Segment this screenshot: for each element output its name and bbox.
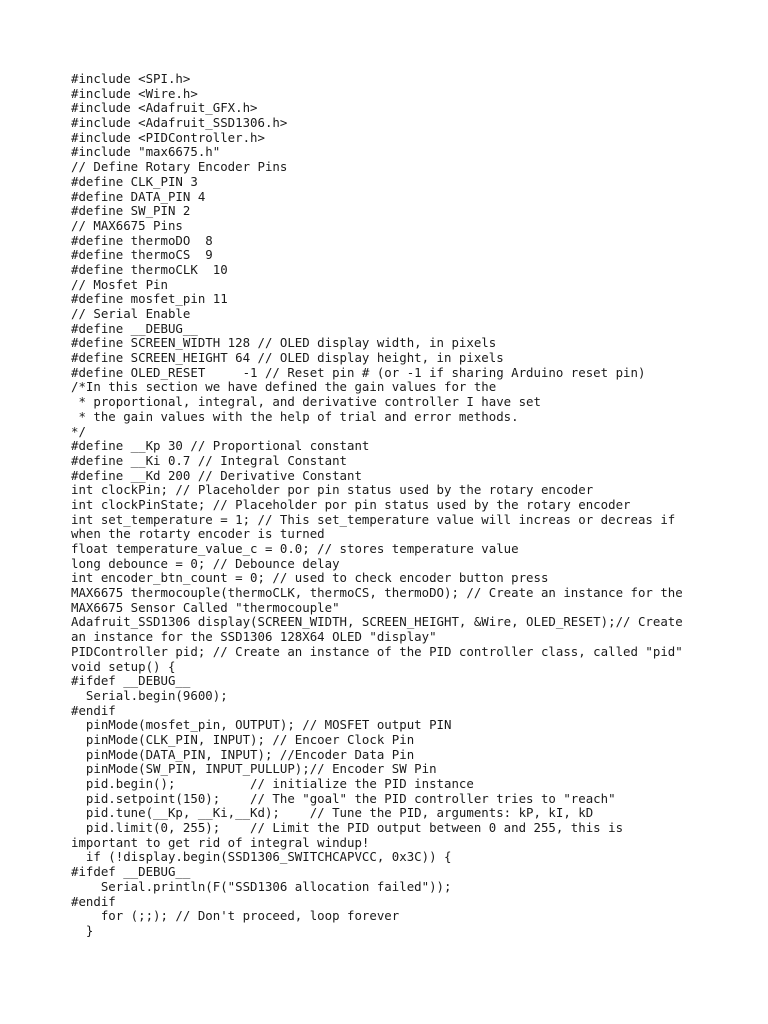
code-line: pid.setpoint(150); // The "goal" the PID controller tries to "reach" — [71, 790, 616, 806]
code-line: pinMode(mosfet_pin, OUTPUT); // MOSFET output PIN — [71, 717, 452, 733]
code-line: #define mosfet_pin 11 — [71, 291, 228, 307]
code-line: #endif — [71, 702, 116, 718]
code-line: #include <SPI.h> — [71, 71, 191, 86]
source-code-listing — [71, 72, 711, 939]
code-line: important to get rid of integral windup! — [71, 834, 370, 850]
code-line: // Define Rotary Encoder Pins — [71, 159, 288, 175]
code-line: #ifdef __DEBUG__ — [71, 864, 191, 880]
code-line: #include <Adafruit_SSD1306.h> — [71, 115, 288, 131]
code-line: int set_temperature = 1; // This set_temperature value will increas or decreas if — [71, 511, 676, 527]
code-line: #define DATA_PIN 4 — [71, 188, 206, 204]
code-line: PIDController pid; // Create an instance of the PID controller class, called "pid" — [71, 643, 683, 659]
code-line: #define SW_PIN 2 — [71, 203, 191, 219]
code-line: #include <Adafruit_GFX.h> — [71, 100, 258, 116]
code-line: } — [71, 922, 94, 938]
code-line: int clockPin; // Placeholder por pin status used by the rotary encoder — [71, 482, 594, 498]
code-line: float temperature_value_c = 0.0; // stores temperature value — [71, 541, 519, 556]
code-line: #endif — [71, 893, 116, 909]
code-line: pinMode(CLK_PIN, INPUT); // Encoer Clock Pin — [71, 731, 415, 747]
code-line: #include <Wire.h> — [71, 85, 198, 101]
code-line: int encoder_btn_count = 0; // used to check encoder button press — [71, 570, 549, 586]
code-line: #define __Ki 0.7 // Integral Constant — [71, 452, 348, 468]
code-line: #include "max6675.h" — [71, 144, 221, 160]
code-line: * proportional, integral, and derivative controller I have set — [71, 394, 541, 410]
code-line: when the rotarty encoder is turned — [71, 526, 325, 542]
code-line: if (!display.begin(SSD1306_SWITCHCAPVCC, 0x3C)) { — [71, 849, 452, 865]
code-line: #define __Kp 30 // Proportional constant — [71, 438, 370, 454]
code-line: pinMode(SW_PIN, INPUT_PULLUP);// Encoder SW Pin — [71, 761, 437, 777]
code-line: pid.limit(0, 255); // Limit the PID output between 0 and 255, this is — [71, 820, 624, 836]
code-line: #define __Kd 200 // Derivative Constant — [71, 467, 362, 483]
code-line: int clockPinState; // Placeholder por pin status used by the rotary encoder — [71, 496, 631, 512]
code-line: MAX6675 thermocouple(thermoCLK, thermoCS, thermoDO); // Create an instance for the — [71, 585, 683, 601]
code-line: MAX6675 Sensor Called "thermocouple" — [71, 599, 340, 615]
code-line: an instance for the SSD1306 128X64 OLED "display" — [71, 629, 437, 645]
code-line: // Mosfet Pin — [71, 276, 168, 292]
code-line: #include <PIDController.h> — [71, 129, 265, 145]
code-line: * the gain values with the help of trial and error methods. — [71, 408, 519, 424]
code-line: */ — [71, 423, 86, 439]
code-line: pid.begin(); // initialize the PID instance — [71, 776, 474, 791]
code-line: pid.tune(__Kp, __Ki,__Kd); // Tune the PID, arguments: kP, kI, kD — [71, 805, 594, 821]
code-line: #define thermoCLK 10 — [71, 261, 228, 277]
code-line: // Serial Enable — [71, 306, 191, 321]
code-line: long debounce = 0; // Debounce delay — [71, 555, 340, 571]
code-line: void setup() { — [71, 658, 176, 674]
code-line: #ifdef __DEBUG__ — [71, 673, 191, 689]
code-line: // MAX6675 Pins — [71, 217, 183, 233]
code-line: #define SCREEN_WIDTH 128 // OLED display width, in pixels — [71, 335, 497, 351]
code-line: #define OLED_RESET -1 // Reset pin # (or -1 if sharing Arduino reset pin) — [71, 364, 646, 380]
code-line: #define SCREEN_HEIGHT 64 // OLED display height, in pixels — [71, 350, 504, 366]
code-line: #define thermoDO 8 — [71, 232, 213, 248]
code-line: /*In this section we have defined the gain values for the — [71, 379, 497, 395]
code-line: #define CLK_PIN 3 — [71, 173, 198, 189]
code-line: for (;;); // Don't proceed, loop forever — [71, 908, 400, 924]
code-line: #define thermoCS 9 — [71, 247, 213, 263]
code-line: pinMode(DATA_PIN, INPUT); //Encoder Data Pin — [71, 746, 415, 762]
code-line: Serial.begin(9600); — [71, 687, 228, 703]
code-line: #define __DEBUG__ — [71, 320, 198, 336]
code-line: Serial.println(F("SSD1306 allocation failed")); — [71, 878, 452, 894]
code-line: Adafruit_SSD1306 display(SCREEN_WIDTH, SCREEN_HEIGHT, &Wire, OLED_RESET);// Create — [71, 614, 683, 630]
